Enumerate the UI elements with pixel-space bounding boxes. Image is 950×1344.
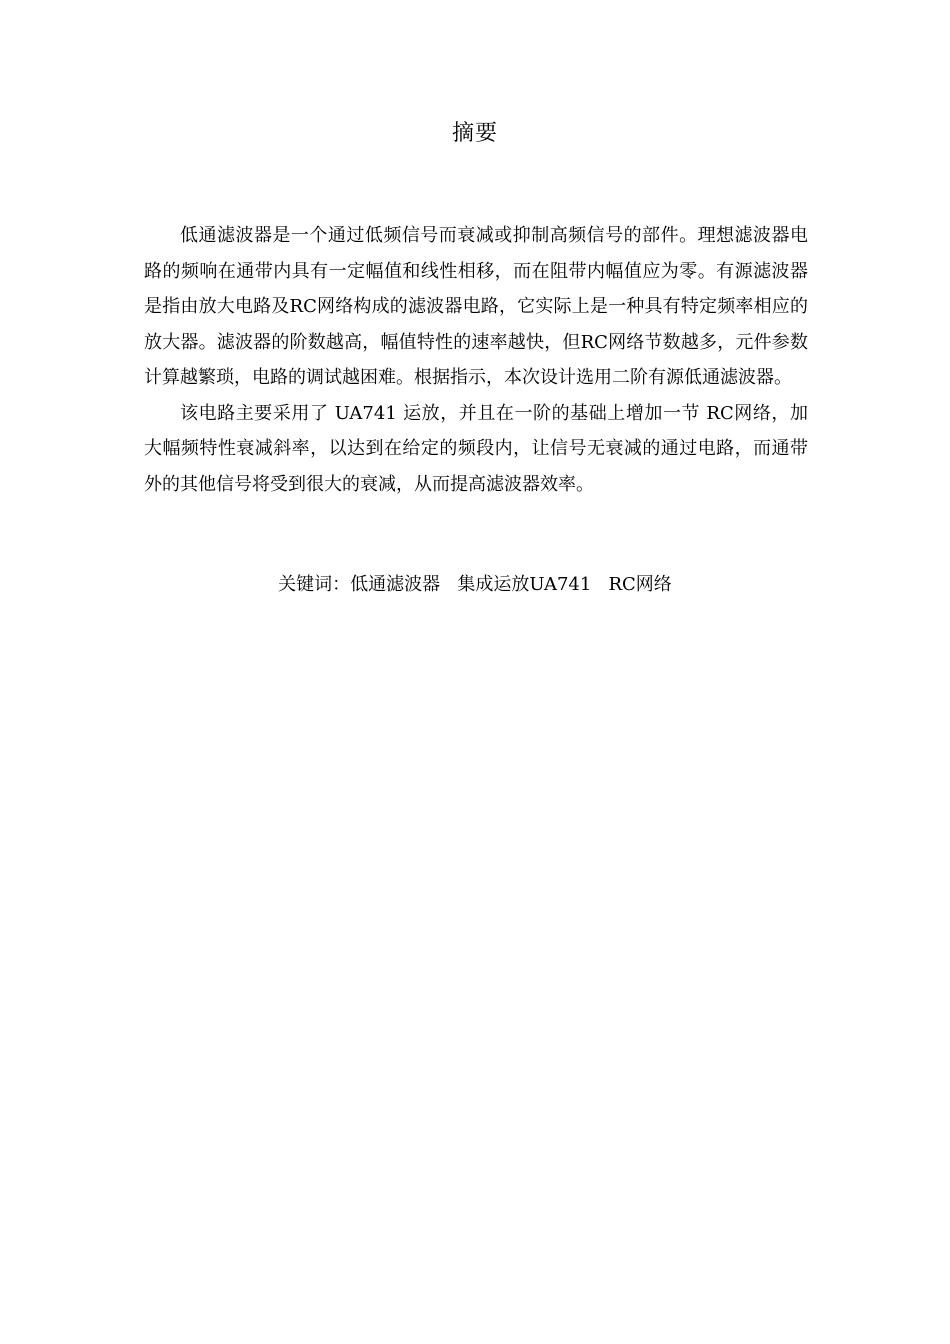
keywords-line: 关键词：低通滤波器 集成运放UA741 RC网络	[278, 574, 672, 595]
page-title: 摘要	[451, 121, 498, 146]
abstract-paragraph-2: 该电路主要采用了 UA741 运放，并且在一阶的基础上增加一节 RC网络，加大幅频特性衰减斜率，以达到在给定的频段内，让信号无衰减的通过电路，而通带外的其他信号将受到很大的衰减，从而提高滤波器效率。	[144, 402, 808, 495]
abstract-body	[144, 218, 808, 502]
abstract-paragraph-1: 低通滤波器是一个通过低频信号而衰减或抑制高频信号的部件。理想滤波器电路的频响在通带内具有一定幅值和线性相移，而在阻带内幅值应为零。有源滤波器是指由放大电路及RC网络构成的滤波器电路，它实际上是一种具有特定频率相应的放大器。滤波器的阶数越高，幅值特性的速率越快，但RC网络节数越多，元件参数计算越繁琐，电路的调试越困难。根据指示，本次设计选用二阶有源低通滤波器。	[144, 225, 808, 388]
